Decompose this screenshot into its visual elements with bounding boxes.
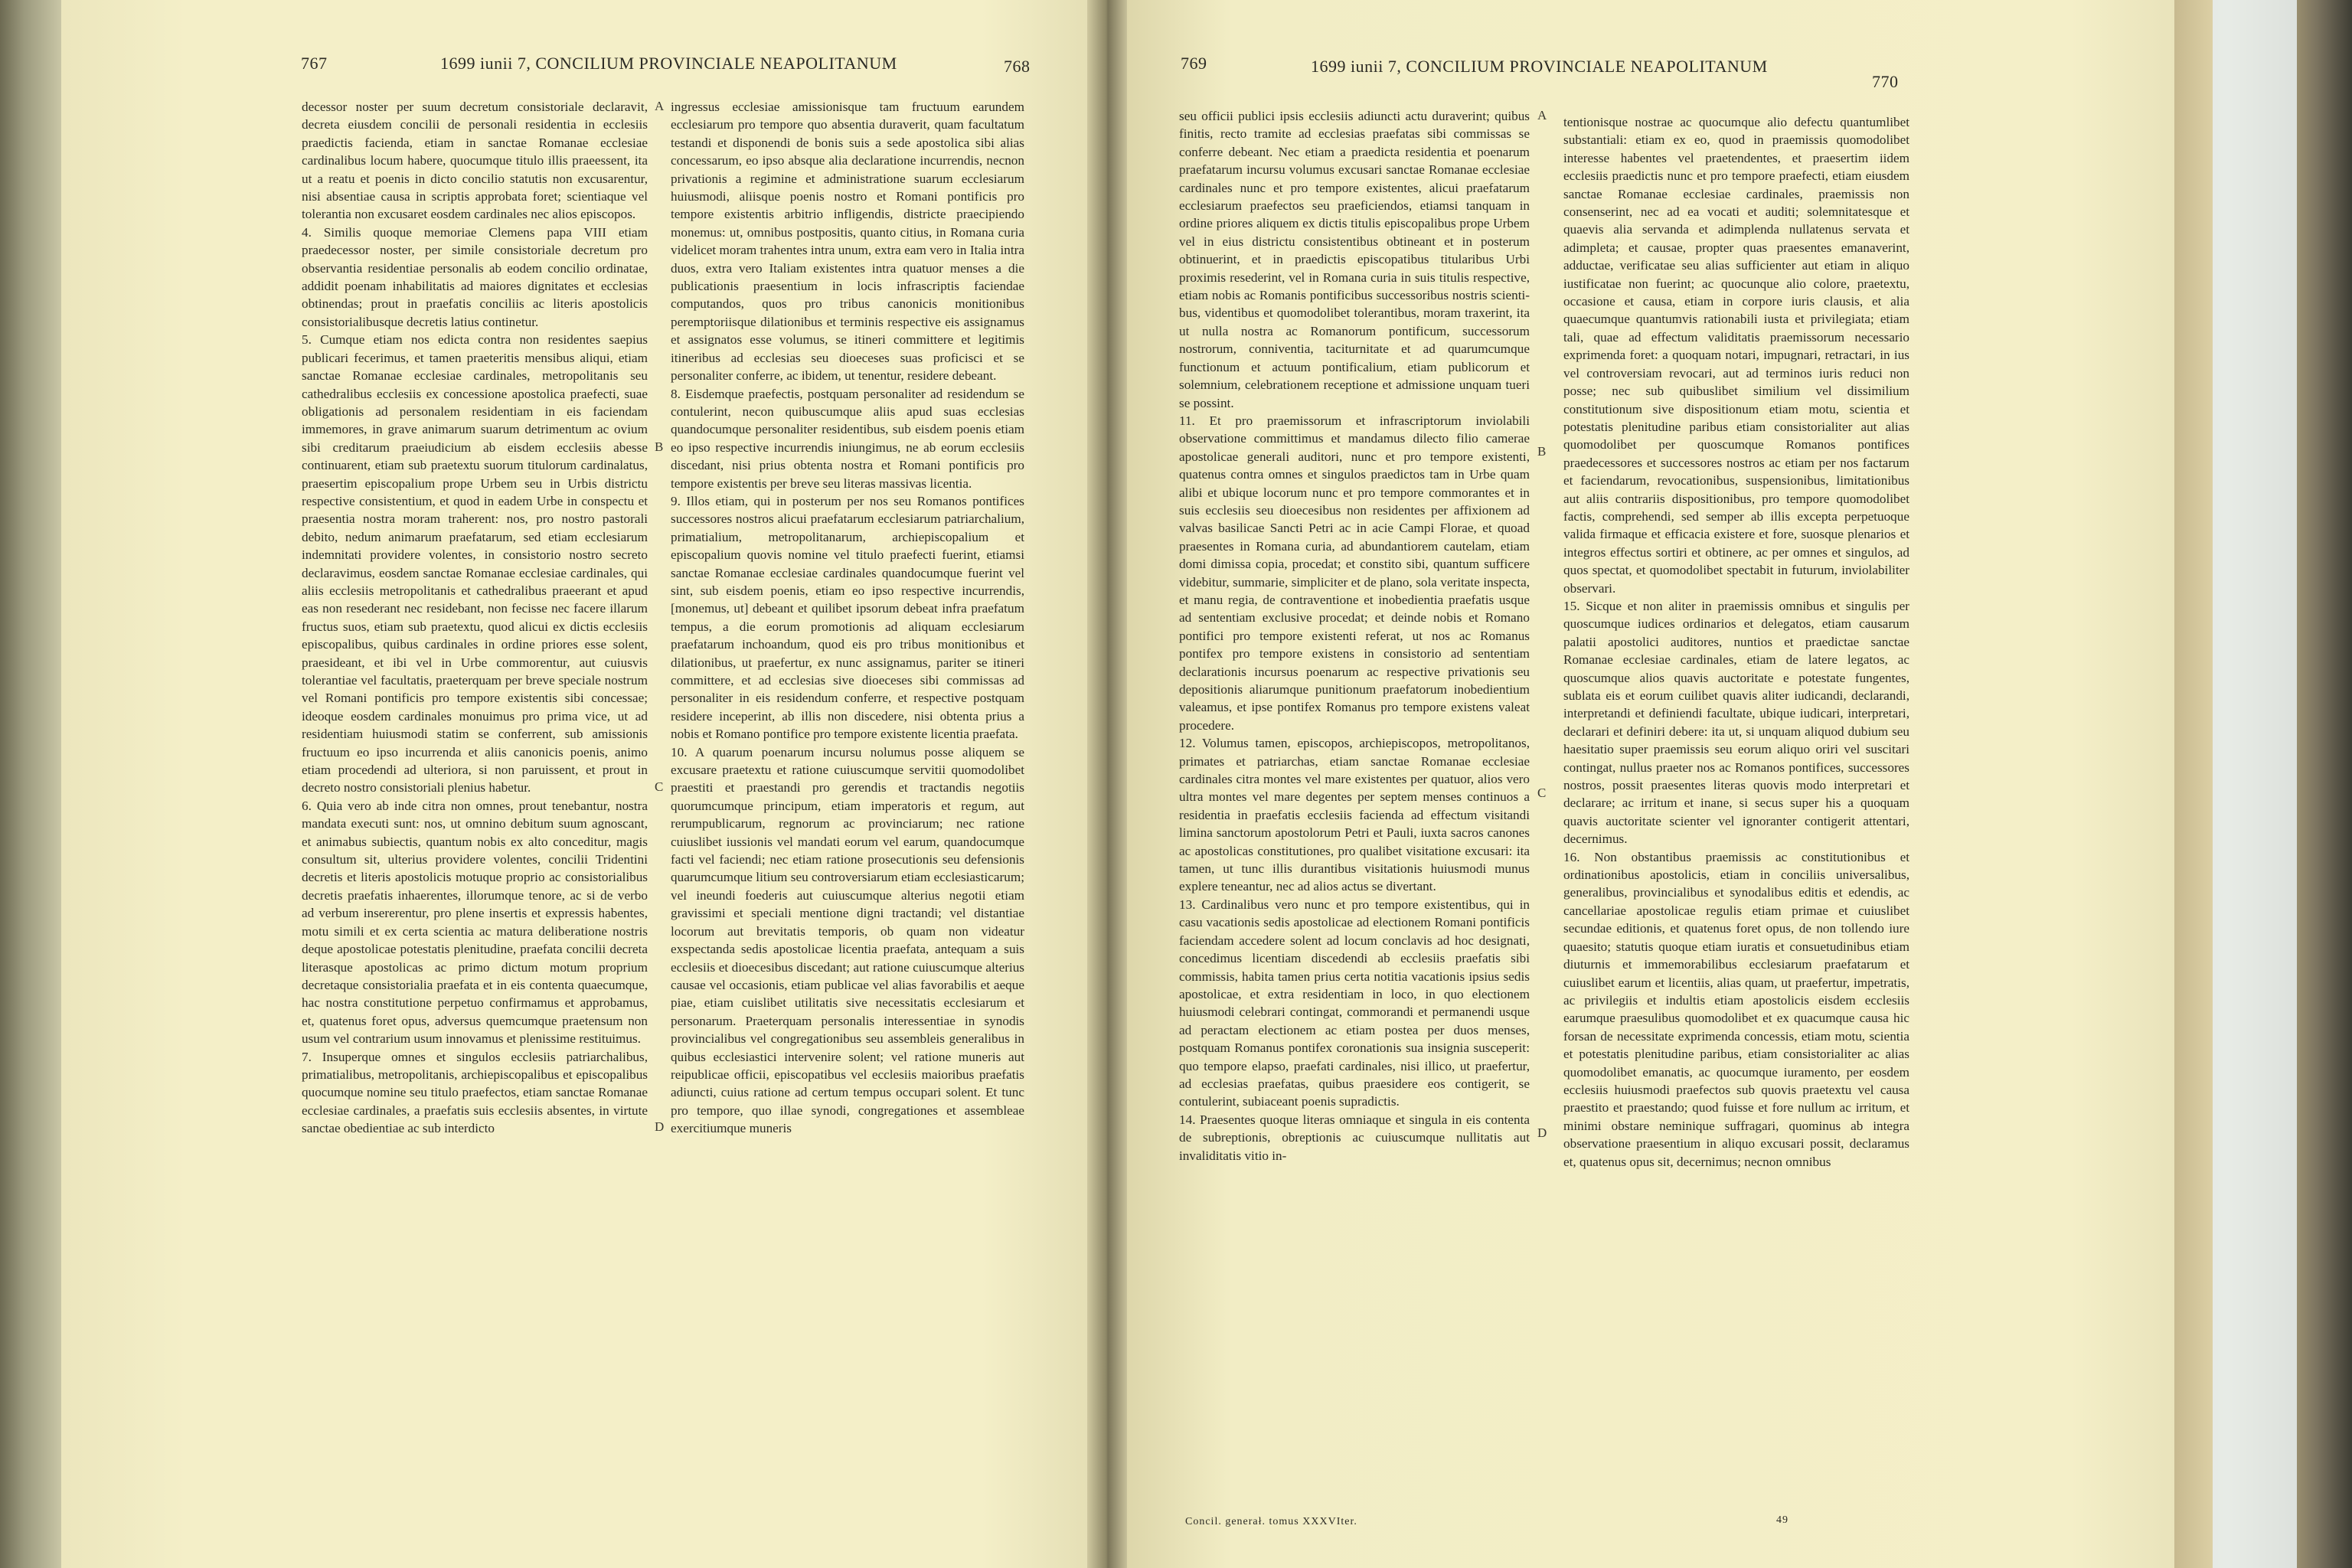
right-page-number-769: 769 (1181, 54, 1207, 73)
left-column-2: ingressus ecclesiae amissionisque tam fructuum earundem ecclesiarum pro tempore quo absentia duraverit, quam facultatum testandi et disponendi de bonis suis a sede apostolica sibi alias concessarum, eo ipso absque alia declaratione incurrendis, necnon privationis a regimine et administratione suarum ecclesiarum huiusmodi, aliisque poenis nostro et Romani pontificis pro tempore existentis arbitrio infligendis, districte praecipiendo monemus: ut, omnibus postpositis, quanto citius, in Romana curia videlicet moram trahentes intra unum, extra eam vero in Italia intra duos, extra vero Italiam existentes intra quatuor menses a die publicationis praesentium in locis infrascriptis faciendae computandos, quos pro tribus canonicis monitionibus peremptoriisque dilationibus et terminis respective eis assignamus et assignatos esse volumus, se itineri committere et legitimis itineribus ad ecclesias seu dioeceses suas proficisci et se personaliter conferre, ac ibidem, ut tenentur, residere debeant. 8. Eisdemque praefectis, postquam personaliter ad residendum se contulerint, necon quibuscumque aliis apud suas ecclesias quandocumque personaliter residentibus, sub eisdem poenis etiam eo ipso respective incurrendis iniungimus, ne ab eorum ecclesiis discedant, nisi prius obtenta nostra et Romani pontificis pro tempore existentis per breve seu literas massivas licentia. 9. Illos etiam, qui in posterum per nos seu Romanos pontifices successores nostros alicui praefatarum ecclesiarum patriarchalium, primatialium, metropolitanarum, archiepiscopalium et episcopalium quovis nomine vel titulo praefecti fuerint, etiamsi sanctae Romanae ecclesiae cardinales quandocumque fuerint vel sint, sub eisdem poenis, etiam eo ipso respective incurrendis, [monemus, ut] debeant et quilibet ipsorum debeat infra praefatum tempus, a die eorum promotionis ad aliquam ecclesiarum praefatarum inchoandum, quod eis pro tribus monitionibus et dilationibus, ut praefertur, ex nunc assignamus, pariter se itineri committere, et ad ecclesias sive dioeceses sibi commissas ad personaliter in eis residendum conferre, et respective postquam residere inceperint, ab illis non discedere, nisi obtenta prius a nobis et Romano pontifice pro tempore existente licentia praefata. 10. A quarum poenarum incursu nolumus posse aliquem se excusare praetextu et ratione cuiuscumque servitii quomodolibet praestiti et praestandi pro gerendis et tractandis negotiis quorumcumque principum, etiam imperatoris et regum, aut rerumpublicarum, regnorum ac provinciarum; nec ratione cuiuslibet iussionis vel mandati eorum vel earum, quandocumque facti vel faciendi; nec etiam ratione prosecutionis seu defensionis quarumcumque litium seu controversiarum etiam ecclesiasticarum; vel ineundi foederis aut cuiuscumque alterius negotii etiam gravissimi et speciali mentione digni tractandi; vel distantiae locorum aut brevitatis temporis, ob quam non videatur exspectanda sedis apostolicae licentia praefata, antequam a suis ecclesiis et dioecesibus discedant; aut ratione cuiuscumque alterius causae vel occasionis, etiam publicae vel alias favorabilis et aeque piae, etiam cuislibet utilitatis sive necessitatis ecclesiarum et personarum. Praeterquam personalis interessentiae in synodis provincialibus vel congregationibus seu assembleis generalibus in quibus ecclesiastici intervenire solent; vel ratione muneris aut reipublicae officii, episcopatibus vel ecclesiis maioribus praefatis adiuncti, cuius ratione ad certum tempus occupari solent. Et tunc pro tempore, quo illae synodi, congregationes et assembleae exercitiumque muneris (671, 100, 1024, 1136)
right-marker-b: B (1537, 444, 1547, 459)
right-column-1: seu officii publici ipsis ecclesiis adiuncti actu duraverint; quibus finitis, recto tramite ad ecclesias praefatas sibi commissas se conferre debeant. Nec etiam a praedicta residentia et poenarum praefatarum incursu volumus excusari sanctae Romanae ecclesiae cardinales nunc et pro tempore existentes, alicui praefatarum ecclesiarum praefectos seu praeficiendos, etiamsi tanquam in ordine priores aliquem ex dictis titulis episcopalibus prope Urbem vel in eius districtu consistentibus obtineant et in posterum obtinuerint, et in praedictis episcopatibus titularibus Urbi proximis resederint, vel in Romana curia in suis titulis respective, etiam nobis ac Romanis pontificibus successoribus nostris scientibus, videntibus et quomodolibet tolerantibus, moram traxerint, ita ut nulla nostra ac Romanorum pontificum, successorum nostrorum, conniventia, taciturnitate et ad quarumcumque functionum et actuum pontificalium, etiam publicorum et solemnium, celebrationem receptione et admissione unquam tueri se possint. 11. Et pro praemissorum et infrascriptorum inviolabili observatione committimus et mandamus dilecto filio camerae apostolicae generali auditori, nunc et pro tempore existenti, quatenus contra omnes et singulos praedictos tam in Urbe quam alibi et ubique locorum nunc et pro tempore commorantes et in suis ecclesiis seu dioecesibus non residentes per affixionem ad valvas basilicae Sancti Petri ac in acie Campi Florae, et quoad praesentes in Romana curia, ad abundantiorem cautelam, etiam domi dimissa copia, procedat; et constito sibi, quantum sufficere videbitur, summarie, simpliciter et de plano, sola veritate inspecta, et manu regia, de contraventione et inobedientia praefatis usque ad sententiam exclusive procedat; et deinde nobis et Romano pontifici pro tempore existenti referat, ut nos ac Romanus pontifex pro tempore existens in consistorio ad sententiam declarationis incursus poenarum ac respective privationis seu depositionis aliarumque punitionum praefatorum inobedientium valeamus, et ipse pontifex Romanus pro tempore existens valeat procedere. 12. Volumus tamen, episcopos, archiepiscopos, metropolitanos, primates et patriarchas, etiam sanctae Romanae ecclesiae cardinales citra montes vel mare existentes per quatuor, alios vero ultra montes vel mare degentes per septem menses continuos a residentia in praefatis ecclesiis facienda ad effectum visitandi limina sanctorum apostolorum Petri et Pauli, iuxta sacros canones ac apostolicas constitutiones, pro qualibet visitatione excusari: ita tamen, ut tunc illis durantibus visitationis huiusmodi munus explere teneantur, nec ad alios actus se divertant. 13. Cardinalibus vero nunc et pro tempore existentibus, qui in casu vacationis sedis apostolicae ad electionem Romani pontificis faciendam accedere solent ad locum conclavis ad hoc designati, concedimus licentiam discedendi ab ecclesiis praefatis sibi commissis, habita tamen prius certa notitia vacationis ipsius sedis apostolicae, et extra residentiam in loco, in quo electionem huiusmodi celebrari contingat, commorandi et permanendi usque ad peractam electionem ac etiam postea per duos menses, postquam Romanus pontifex coronationis sua insignia susceperit: quo tempore elapso, praefati cardinales, nisi illico, ut praefertur, ad ecclesias praefatas, quibus praesidere eos contigerit, se contulerint, subiaceant poenis supradictis. 14. Praesentes quoque literas omniaque et singula in eis contenta de subreptionis, obreptionis ac cuiuscumque nullitatis aut invaliditatis vitio in- (1179, 109, 1530, 1163)
left-marker-a: A (655, 99, 665, 113)
left-running-title: 1699 iunii 7, CONCILIUM PROVINCIALE NEAPOLITANUM (440, 54, 897, 73)
signature-number: 49 (1776, 1514, 1788, 1526)
cover-light-strip (2213, 0, 2297, 1568)
right-page-number-770: 770 (1872, 72, 1899, 91)
right-marker-d: D (1537, 1125, 1547, 1140)
right-running-title: 1699 iunii 7, CONCILIUM PROVINCIALE NEAPOLITANUM (1311, 57, 1768, 76)
left-running-header (0, 54, 1107, 81)
right-marker-a: A (1537, 108, 1547, 122)
signature-line: Concil. generał. tomus XXXVIter. (1185, 1516, 1357, 1527)
right-column-2: tentionisque nostrae ac quocumque alio defectu quantumlibet substantiali: etiam ex eo, quod in praemissis quomodolibet interesse habentes vel praetendentes, et praesertim iidem ecclesiis praedictis nunc et pro tempore praefecti, etiam eiusdem sanctae Romanae ecclesiae cardinales, praemissis non consenserint, nec ad ea vocati et auditi; solemnitatesque et quaevis alia servanda et adimplenda nullatenus servata et adimpleta; et causae, propter quas praesentes emanaverint, adductae, verificatae seu alias sufficienter aut etiam in aliquo iustificatae non fuerint; ac quocunque alio colore, praetextu, occasione et causa, etiam in corpore iuris clausis, et alia quaecumque quantumvis rationabili iusta et privilegiata; etiam tali, quae ad effectum validitatis praemissorum necessario exprimenda foret: a quoquam notari, impugnari, retractari, in ius vel controversiam revocari, aut ad terminos iuris reduci non posse; nec sub quibuslibet similium vel dissimilium constitutionum sive dispositionum etiam motu, scientia et potestatis plenitudine paribus etiam consistorialiter aut alias quomodolibet per quoscumque Romanos pontifices praedecessores et successores nostros ac etiam per nos factarum et faciendarum, revocationibus, suspensionibus, limitationibus aut aliis contrariis dispositionibus, pro tempore quomodolibet factis, comprehendi, sed semper ab illis excepta perpetuoque valida firmaque et efficacia existere et fore, suosque plenarios et integros effectus sortiri et obtinere, ac per omnes et singulos, ad quos spectat, et quomodolibet spectabit in futurum, inviolabiliter observari. 15. Sicque et non aliter in praemissis omnibus et singulis per quoscumque iudices ordinarios et delegatos, etiam causarum palatii apostolici auditores, nuntios et praedictae sanctae Romanae ecclesiae cardinales, etiam de latere legatos, ac quoscumque alios quavis auctoritate e potestate fungentes, sublata eis et eorum cuilibet quavis aliter iudicandi, declarandi, interpretandi et definiendi facultate, ubique iudicari, interpretari, declarari et definiri debere: ita ut, si unquam aliquod dubium seu haesitatio super praemissis seu eorum aliquo oriri vel suscitari contingat, nullus praeter nos ac Romanos pontifices, successores nostros, possit praesentes literas quovis modo interpretari et declarare; ac irritum et inane, si secus super his a quoquam quavis auctoritate scienter vel ignoranter contigerit attentari, decernimus. 16. Non obstantibus praemissis ac constitutionibus et ordinationibus apostolicis, etiam in conciliis universalibus, generalibus, provincialibus et synodalibus editis et edendis, ac cancellariae apostolicae regulis etiam primae et cuiuslibet secundae editionis, et quatenus foret opus, de non tollendo iure quaesito; statutis quoque etiam iuratis et consuetudinibus etiam diuturnis et immemorabilibus ecclesiarum praefatarum et cuiuslibet earum et licentiis, alias quam, ut praefertur, impetratis, ac privilegiis et indultis etiam apostolicis eisdem ecclesiis earumque praesulibus quomodolibet et ex quacumque causa hic forsan de necessitate exprimenda concessis, etiam motu, scientia et potestatis plenitudine paribus, etiam consistorialiter ac alias quomodolibet emanatis, ac quocumque iuramento, per eosdem ecclesiis huiusmodi praefectos sub quovis praetextu vel causa praestito et praestando; quod fuisse et fore nullum ac irritum, et minimi obstare neminique suffragari, quominus ab integra observatione praesentium in aliquo excusari possit, declaramus et, quatenus opus sit, decernimus; necnon omnibus (1563, 115, 1909, 1169)
right-running-header (1107, 54, 2174, 91)
right-marker-c: C (1537, 786, 1547, 800)
left-page-number-767: 767 (301, 54, 328, 73)
left-marker-c: C (655, 779, 664, 794)
left-column-1: decessor noster per suum decretum consistoriale declaravit, decreta eiusdem concilii de personali residentia in ecclesiis praedictis facienda, etiam in sanctae Romanae ecclesiae cardinalibus locum habere, quocumque titulo illis praeessent, ita ut a reatu et poenis in dicto concilio statutis non excusarentur, nisi absentiae causa in scriptis approbata foret; scientiaque vel tolerantia non excusaret eosdem cardinales nec alios episcopos. 4. Similis quoque memoriae Clemens papa VIII etiam praedecessor noster, per simile consistoriale decretum pro observantia residentiae personalis ab eodem concilio ordinatae, addidit poenam inhabilitatis ad maiores dignitates et ecclesias obtinendas; prout in praefatis conciliis ac literis apostolicis consistorialibusque decretis latius continetur. 5. Cumque etiam nos edicta contra non residentes saepius publicari fecerimus, et tamen praeteritis mensibus aliqui, etiam sanctae Romanae ecclesiae cardinales, metropolitanis seu cathedralibus ecclesiis ex concessione apostolica praefecti, suae obligationis ad personalem residentiam in eis faciendam immemores, in grave animarum suarum detrimentum ac ovium sibi creditarum praeiudicium ab eisdem ecclesiis abesse continuarent, etiam sub praetextu suorum titulorum cardinalatus, praesertim episcopalium prope Urbem seu in Urbis districtu respective consistentium, et quod in eadem Urbe in conspectu et praesentia nostra moram traherent: nos, pro nostro pastorali debito, nedum animarum praefatarum, sed etiam ecclesiarum indemnitati providere volentes, in consistorio nostro secreto declaravimus, eosdem sanctae Romanae ecclesiae cardinales, qui aliis ecclesiis metropolitanis et cathedralibus praeerant et apud eas non resederant nec residebant, non fecisse nec facere illarum fructus suos, etiam sub praetextu, quod alicui ex dictis ecclesiis episcopalibus, quibus cardinales in ordine priores esse solent, praesideant, et ibi vel in Urbe commorentur, aut cuiusvis tolerantiae vel facultatis, praeterquam per breve speciale nostrum vel Romani pontificis pro tempore existentis sibi concessae; ideoque eosdem cardinales monuimus pro prima vice, ut ad residentiam huiusmodi statim se conferrent, sub amissionis fructuum eo ipso incurrenda et aliis canonicis poenis, animo etiam procedendi ad ulteriora, si non paruissent, et prout in decreto nostro consistoriali plenius habetur. 6. Quia vero ab inde citra non omnes, prout tenebantur, nostra mandata executi sunt: nos, ut omnino debitum suum agnoscant, et animabus subiectis, quantum nobis ex alto conceditur, magis consultum sit, ulterius providere volentes, concilii Tridentini decretis et literis apostolicis motuque proprio ac consistorialibus decretis praefatis inhaerentes, illorumque tenore, ac si de verbo ad verbum insererentur, pro plene insertis et expressis habentes, motu simili et ex certa scientia ac matura deliberatione nostris deque apostolicae potestatis plenitudine, praefata concilii decreta literasque apostolicas ac primo dictum motum proprium decretaque consistorialia praefata et in eis contenta quaecumque, hac nostra constitutione perpetuo confirmamus et approbamus, et, quatenus foret opus, adversus quemcumque praetensum non usum vel contrarium usum innovamus et plenissime restituimus. 7. Insuperque omnes et singulos ecclesiis patriarchalibus, primatialibus, metropolitanis, archiepiscopalibus et episcopalibus quocumque nomine seu titulo praefectos, etiam sanctae Romanae ecclesiae cardinales, a praefatis suis ecclesiis absentes, in virtute sanctae obedientiae ac sub interdicto (302, 100, 648, 1136)
book-gutter (1087, 0, 1127, 1568)
left-page-number-768: 768 (1004, 57, 1031, 76)
left-marker-d: D (655, 1119, 665, 1134)
left-marker-b: B (655, 439, 664, 454)
book-edge-left (0, 0, 61, 1568)
